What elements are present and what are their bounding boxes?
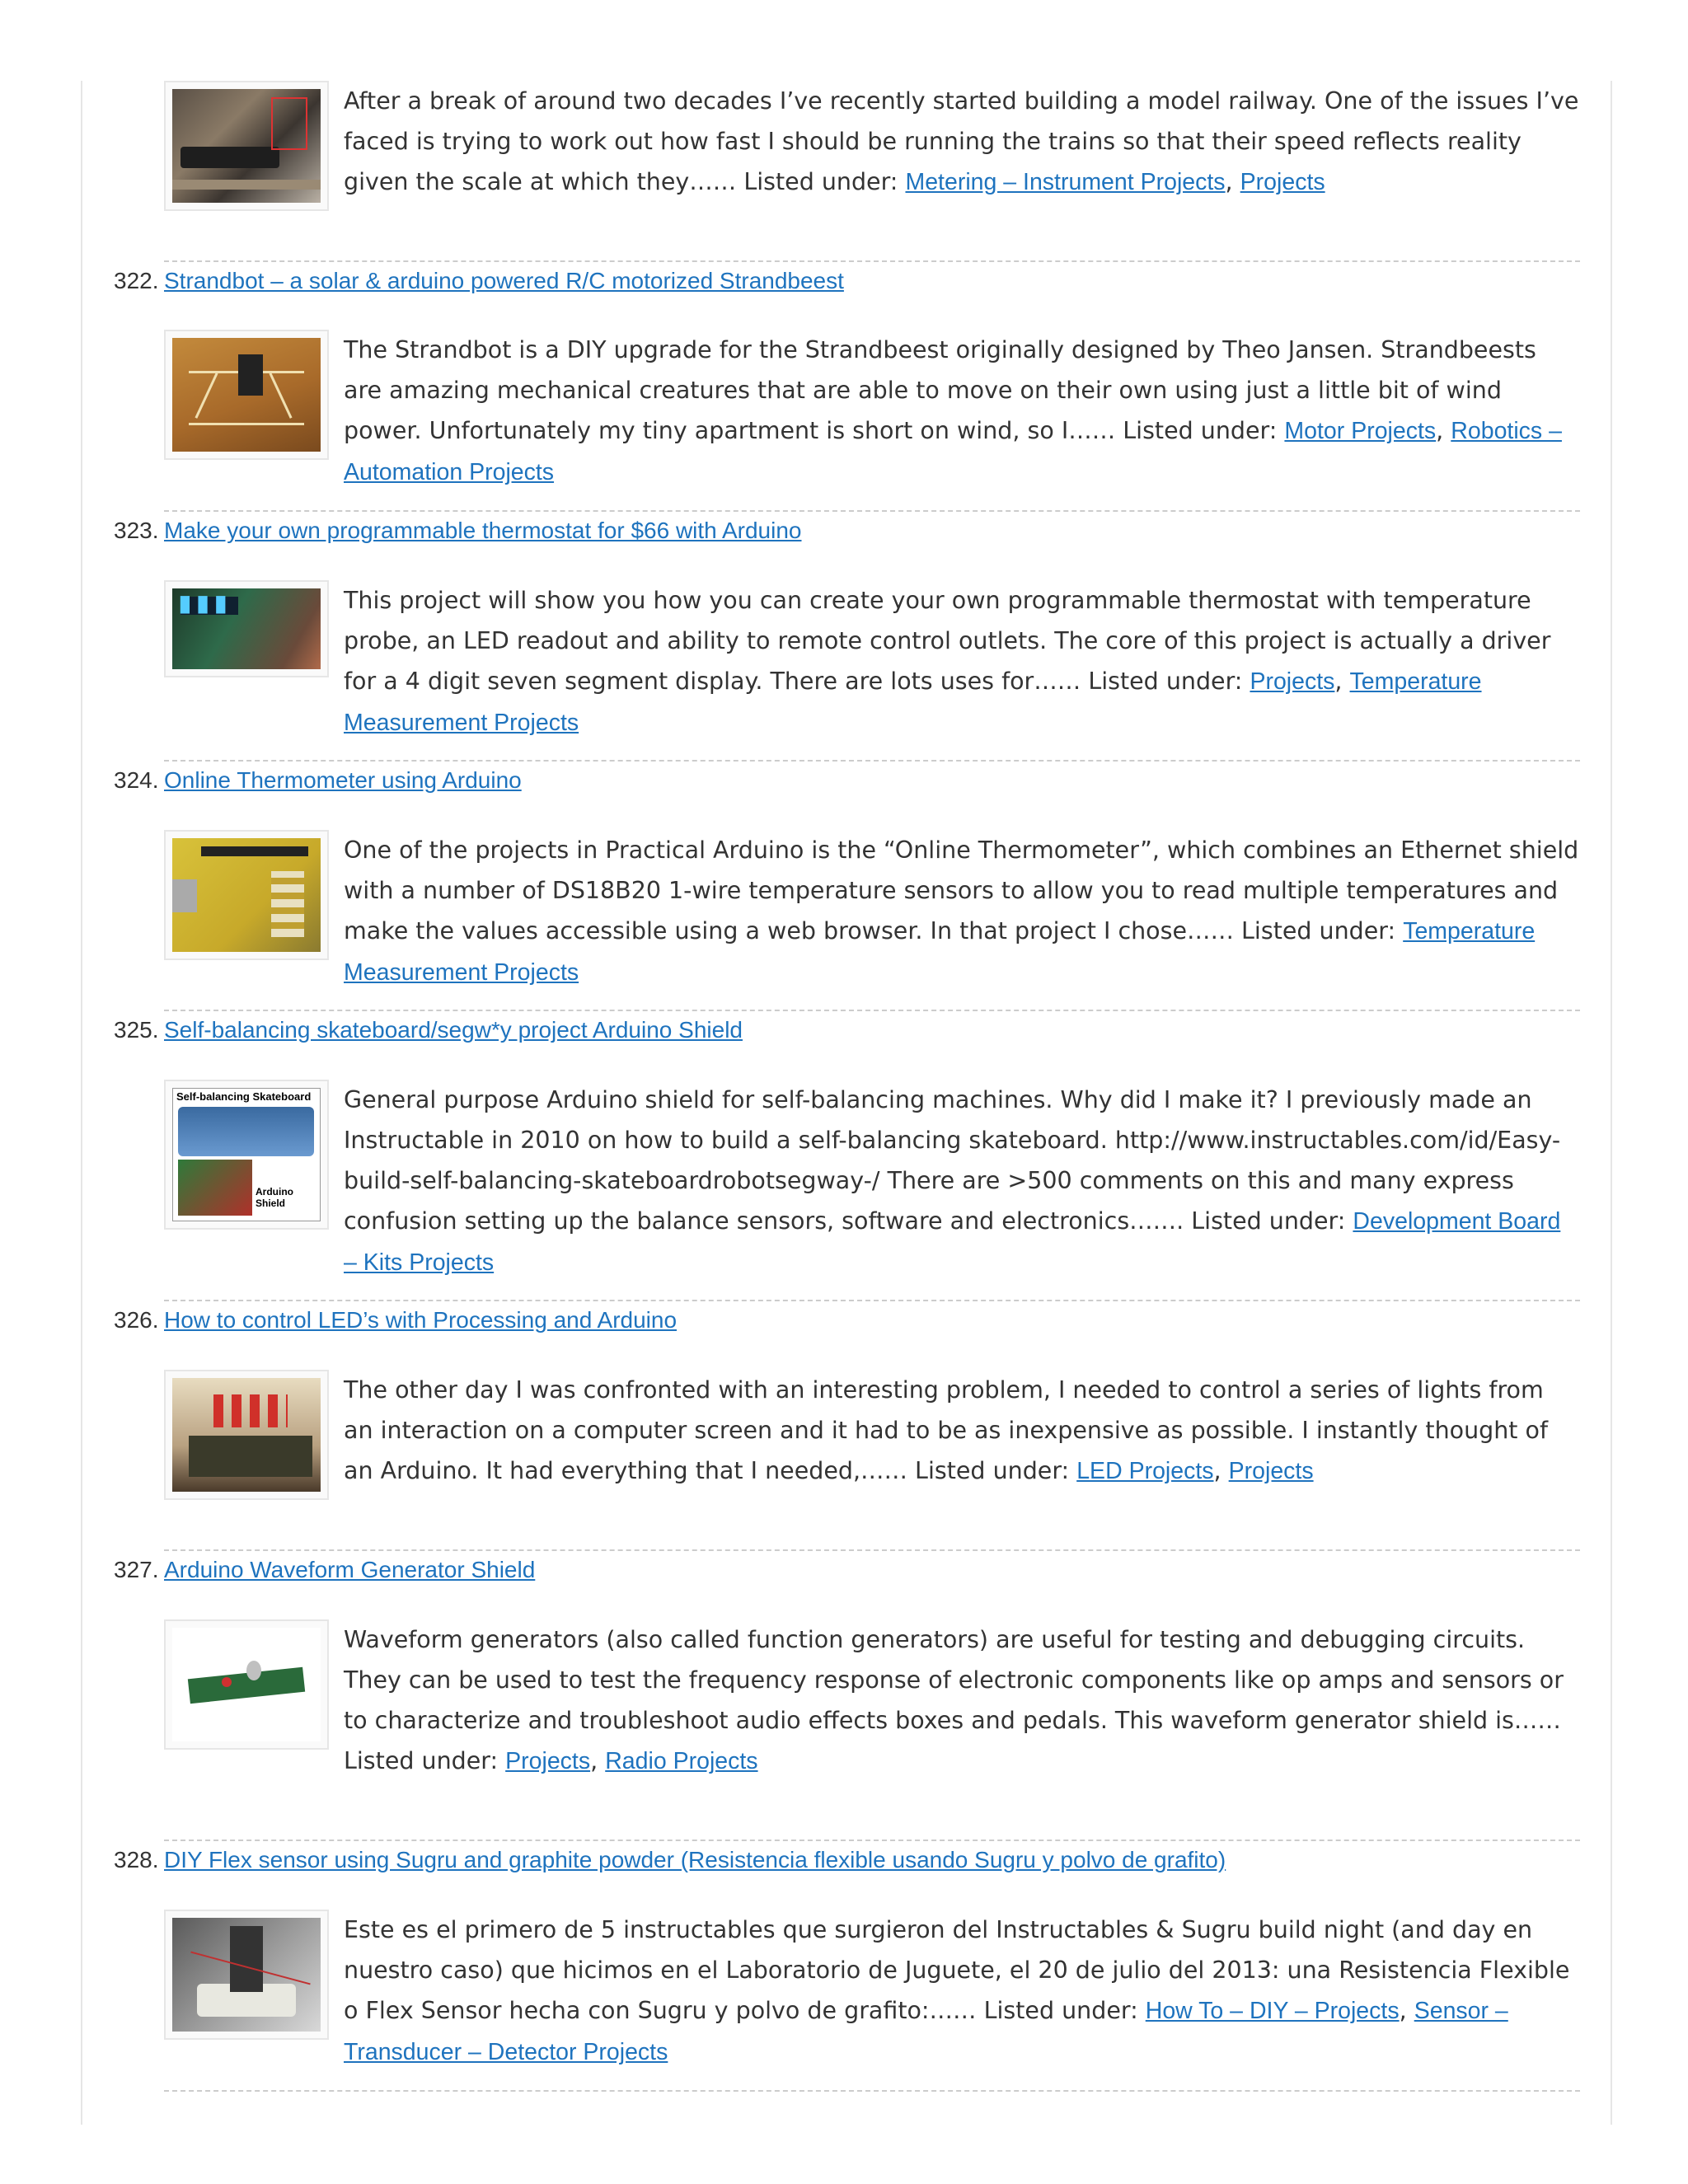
- category-link[interactable]: Projects: [1240, 169, 1325, 195]
- entry-number: 328.: [114, 1847, 159, 1872]
- entry-title-link[interactable]: DIY Flex sensor using Sugru and graphite powder (Resistencia flexible usando Sugru y polvo de grafito): [164, 1847, 1226, 1872]
- entry-excerpt: Este es el primero de 5 instructables que surgieron del Instructables & Sugru build night (and day en nuestro caso) que hicimos en el Laboratorio de Juguete, el 20 de julio del 2013: una Resistencia Flexible o Flex Sensor hecha con Sugru y polvo de grafito:…… Listed under: How To – DIY – Projects, Sensor – Transducer – Detector Projects: [344, 1916, 1570, 2065]
- category-link[interactable]: Sensor – Transducer – Detector Projects: [344, 1998, 1508, 2065]
- category-link[interactable]: How To – DIY – Projects: [1145, 1998, 1400, 2024]
- list-item: [164, 1370, 1580, 1502]
- entry-excerpt: One of the projects in Practical Arduino is the “Online Thermometer”, which combines an Ethernet shield with a number of DS18B20 1-wire temperature sensors to allow you to read multiple temperatures and make the values accessible using a web browser. In that project I chose…… Listed under: Temperature Measurement Projects: [344, 837, 1579, 986]
- list-item: [164, 330, 1580, 485]
- entry-title-link[interactable]: Arduino Waveform Generator Shield: [164, 1557, 536, 1582]
- divider: [164, 2090, 1580, 2092]
- list-item: [164, 830, 1580, 986]
- thumbnail[interactable]: [164, 81, 329, 211]
- divider: [164, 1840, 1580, 1841]
- entry-number: 327.: [114, 1557, 159, 1582]
- divider: [164, 1549, 1580, 1551]
- list-item: [164, 1619, 1580, 1774]
- entry-header: [114, 763, 1581, 798]
- entry-excerpt: The other day I was confronted with an interesting problem, I needed to control a series of lights from an interaction on a computer screen and it had to be as inexpensive as possible. I instantly thought of an Arduino. It had everything that I needed,…… Listed under: LED Projects, Projects: [344, 1376, 1548, 1484]
- entry-title-link[interactable]: Self-balancing skateboard/segw*y project Arduino Shield: [164, 1017, 743, 1043]
- entry-number: 323.: [114, 518, 159, 543]
- category-link[interactable]: Projects: [505, 1748, 591, 1774]
- entry-number: 326.: [114, 1307, 159, 1333]
- category-link[interactable]: Projects: [1228, 1458, 1314, 1484]
- entry-title-link[interactable]: How to control LED’s with Processing and Arduino: [164, 1307, 678, 1333]
- entry-excerpt: Waveform generators (also called function generators) are useful for testing and debugging circuits. They can be used to test the frequency response of electronic components like op amps and sensors or to characterize and troubleshoot audio effects boxes and pedals. This waveform generator shield is…… Listed under: Projects, Radio Projects: [344, 1626, 1564, 1774]
- display-icon: █ █ █: [181, 597, 238, 615]
- category-link[interactable]: Radio Projects: [605, 1748, 758, 1774]
- entry-excerpt: This project will show you how you can create your own programmable thermostat with temperature probe, an LED readout and ability to remote control outlets. The core of this project is actually a driver for a 4 digit seven segment display. There are lots uses for…… Listed under: Projects, Temperature Measurement Projects: [344, 587, 1551, 736]
- divider: [164, 260, 1580, 262]
- entry-header: [114, 1013, 1581, 1047]
- thumbnail[interactable]: [164, 830, 329, 960]
- list-item: [164, 1910, 1580, 2065]
- entry-number: 322.: [114, 268, 159, 293]
- thumb-caption: Self-balancing Skateboard: [176, 1090, 312, 1103]
- thumbnail[interactable]: [164, 330, 329, 460]
- thumb-caption: Arduino Shield: [256, 1186, 293, 1209]
- entry-header: [114, 513, 1581, 548]
- divider: [164, 1010, 1580, 1011]
- entry-number: 325.: [114, 1017, 159, 1043]
- category-link[interactable]: Metering – Instrument Projects: [905, 169, 1226, 195]
- divider: [164, 760, 1580, 762]
- entry-number: 324.: [114, 767, 159, 793]
- list-item: [164, 1080, 1580, 1276]
- category-link[interactable]: LED Projects: [1076, 1458, 1214, 1484]
- entry-excerpt: General purpose Arduino shield for self-balancing machines. Why did I make it? I previously made an Instructable in 2010 on how to build a self-balancing skateboard. http://www.instructables.com/id/Easy-build-self-balancing-skateboardrobotsegway-/ There are >500 comments on this and many express confusion setting up the balance sensors, software and electronics……. Listed under: Development Board – Kits Projects: [344, 1086, 1561, 1276]
- category-link[interactable]: Development Board – Kits Projects: [344, 1208, 1561, 1276]
- entry-header: [114, 1553, 1581, 1587]
- entry-title-link[interactable]: Strandbot – a solar & arduino powered R/C motorized Strandbeest: [164, 268, 844, 293]
- thumbnail[interactable]: [164, 580, 329, 677]
- entry-excerpt: After a break of around two decades I’ve recently started building a model railway. One of the issues I’ve faced is trying to work out how fast I should be running the trains so that their speed reflects reality given the scale at which they…… Listed under: Metering – Instrument Projects, Projects: [344, 87, 1579, 195]
- thumbnail[interactable]: [164, 1080, 329, 1230]
- category-link[interactable]: Robotics – Automation Projects: [344, 418, 1562, 485]
- divider: [164, 1300, 1580, 1301]
- divider: [164, 510, 1580, 512]
- entry-header: [114, 1303, 1581, 1338]
- thumbnail[interactable]: [164, 1910, 329, 2040]
- thumbnail[interactable]: [164, 1370, 329, 1500]
- entry-header: [114, 1843, 1581, 1877]
- category-link[interactable]: Projects: [1250, 668, 1335, 695]
- list-item: [164, 81, 1580, 213]
- entry-header: [114, 264, 1581, 298]
- thumbnail[interactable]: [164, 1619, 329, 1750]
- entry-title-link[interactable]: Make your own programmable thermostat for $66 with Arduino: [164, 518, 802, 543]
- category-link[interactable]: Motor Projects: [1284, 418, 1437, 444]
- entry-excerpt: The Strandbot is a DIY upgrade for the Strandbeest originally designed by Theo Jansen. Strandbeests are amazing mechanical creatures that are able to move on their own using just a little bit of wind power. Unfortunately my tiny apartment is short on wind, so I…… Listed under: Motor Projects, Robotics – Automation Projects: [344, 336, 1562, 485]
- category-link[interactable]: Temperature Measurement Projects: [344, 918, 1536, 986]
- entry-title-link[interactable]: Online Thermometer using Arduino: [164, 767, 522, 793]
- list-item: [164, 580, 1580, 736]
- category-link[interactable]: Temperature Measurement Projects: [344, 668, 1482, 736]
